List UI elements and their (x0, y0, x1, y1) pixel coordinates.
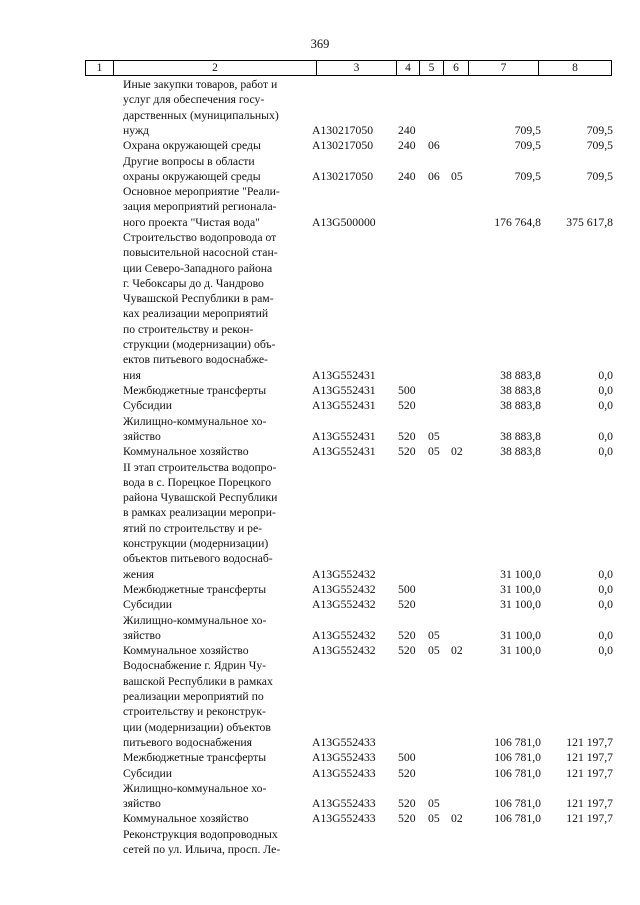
row-col-8: 0,0 (598, 399, 613, 413)
description-line: охраны окружающей среды (123, 169, 261, 183)
row-code: А13G552432 (312, 644, 376, 658)
row-description (123, 658, 300, 750)
row-col-8: 121 197,7 (566, 751, 613, 765)
description-line: сетей по ул. Ильича, просп. Ле- (123, 842, 281, 856)
description-line: конструкции (модернизации) (123, 536, 269, 550)
row-code: А130217050 (312, 123, 374, 137)
row-col-8: 0,0 (598, 384, 613, 397)
description-line: зяйство (123, 797, 161, 811)
row-col-4: 500 (398, 751, 416, 765)
row-col-7: 106 781,0 (494, 797, 541, 811)
table-row (0, 77, 640, 138)
description-line: Чувашской Республики в рам- (123, 292, 274, 306)
header-col-1: 1 (96, 62, 103, 74)
row-col-4: 520 (398, 766, 416, 780)
description-line: Другие вопросы в области (123, 154, 255, 168)
description-line: Жилищно-коммунальное хо- (123, 414, 267, 428)
row-col-8: 121 197,7 (566, 797, 613, 811)
row-description (123, 781, 300, 812)
row-col-5: 05 (428, 797, 440, 811)
row-col-7: 31 100,0 (500, 598, 541, 612)
description-line: ции Северо-Западного района (123, 261, 273, 275)
row-col-8: 709,5 (586, 139, 613, 153)
header-col-4: 4 (396, 61, 419, 75)
table-row (0, 750, 640, 765)
header-col-3: 3 (316, 61, 396, 75)
header-col-2: 2 (113, 61, 316, 75)
description-line: Коммунальное хозяйство (123, 644, 249, 658)
row-description (123, 138, 300, 153)
description-line: вода в с. Порецкое Порецкого (123, 475, 272, 489)
row-col-8: 0,0 (598, 598, 613, 612)
row-description (123, 77, 300, 138)
description-line: г. Чебоксары до д. Чандрово (123, 276, 264, 290)
row-col-8: 0,0 (598, 582, 613, 596)
row-col-7: 38 883,8 (500, 445, 541, 459)
row-col-7: 38 883,8 (500, 429, 541, 443)
row-description (123, 750, 300, 765)
row-col-4: 520 (398, 797, 416, 811)
header-col-5: 5 (419, 61, 443, 75)
description-line: зация мероприятий регионала- (123, 200, 277, 214)
row-col-4: 500 (398, 582, 416, 596)
description-line: Охрана окружающей среды (123, 139, 261, 153)
row-code: А13G500000 (312, 215, 376, 229)
table-row (0, 154, 640, 185)
row-col-7: 106 781,0 (494, 766, 541, 780)
description-line: услуг для обеспечения госу- (123, 93, 265, 107)
row-col-4: 520 (398, 644, 416, 658)
row-col-8: 0,0 (598, 368, 613, 382)
table-row (0, 658, 640, 750)
description-line: дарственных (муниципальных) (123, 108, 279, 122)
row-col-7: 176 764,8 (494, 215, 541, 229)
row-code: А130217050 (312, 139, 374, 153)
table-row (0, 184, 640, 230)
row-col-5: 05 (428, 812, 440, 826)
row-col-7: 106 781,0 (494, 735, 541, 749)
description-line: Межбюджетные трансферты (123, 751, 267, 765)
row-description (123, 811, 300, 826)
row-code: А130217050 (312, 169, 374, 183)
table-row (0, 766, 640, 781)
row-code: А13G552433 (312, 766, 376, 780)
row-col-4: 520 (398, 598, 416, 612)
row-code: А13G552431 (312, 429, 376, 443)
row-col-4: 240 (398, 139, 416, 153)
row-col-4: 520 (398, 445, 416, 459)
row-description (123, 827, 300, 858)
description-line: II этап строительства водопро- (123, 460, 277, 474)
page-number: 369 (310, 37, 330, 51)
row-code: А13G552432 (312, 628, 376, 642)
table-row (0, 230, 640, 383)
description-line: района Чувашской Республики (123, 491, 278, 505)
description-line: в рамках реализации меропри- (123, 506, 276, 520)
row-code: А13G552431 (312, 368, 376, 382)
table-row (0, 444, 640, 459)
row-col-8: 375 617,8 (566, 215, 613, 229)
description-line: ках реализации мероприятий (123, 307, 269, 321)
description-line: ции (модернизации) объектов (123, 720, 271, 734)
description-line: повысительной насосной стан- (123, 246, 278, 260)
row-col-6: 02 (451, 812, 463, 826)
row-col-6: 02 (451, 445, 463, 459)
description-line: питьевого водоснабжения (123, 735, 252, 749)
description-line: ектов питьевого водоснабже- (123, 353, 268, 367)
description-line: Межбюджетные трансферты (123, 582, 267, 596)
row-col-8: 0,0 (598, 567, 613, 581)
description-line: струкции (модернизации) объ- (123, 338, 276, 352)
description-line: строительству и реконструк- (123, 705, 266, 719)
row-col-7: 31 100,0 (500, 644, 541, 658)
row-col-8: 0,0 (598, 429, 613, 443)
header-col-6: 6 (443, 61, 468, 75)
description-line: Жилищно-коммунальное хо- (123, 781, 267, 795)
row-col-8: 0,0 (598, 445, 613, 459)
row-col-7: 709,5 (514, 169, 541, 183)
row-col-7: 709,5 (514, 123, 541, 137)
row-code: А13G552433 (312, 812, 376, 826)
table-row (0, 460, 640, 582)
row-description (123, 597, 300, 612)
row-col-7: 106 781,0 (494, 812, 541, 826)
row-description (123, 383, 300, 398)
table-row (0, 597, 640, 612)
description-line: жения (123, 567, 154, 581)
row-col-7: 31 100,0 (500, 582, 541, 596)
table-header (85, 60, 612, 76)
row-col-5: 06 (428, 169, 440, 183)
description-line: вашской Республики в рамках (123, 674, 273, 688)
description-line: по строительству и рекон- (123, 322, 254, 336)
row-col-5: 05 (428, 628, 440, 642)
description-line: Жилищно-коммунальное хо- (123, 613, 267, 627)
row-col-4: 240 (398, 169, 416, 183)
description-line: зяйство (123, 628, 161, 642)
row-code: А13G552432 (312, 567, 376, 581)
row-col-4: 500 (398, 384, 416, 397)
row-description (123, 414, 300, 445)
row-description (123, 460, 300, 582)
row-code: А13G552433 (312, 735, 376, 749)
row-description (123, 643, 300, 658)
description-line: ятий по строительству и ре- (123, 521, 263, 535)
row-col-4: 520 (398, 812, 416, 826)
header-col-7: 7 (468, 61, 538, 75)
description-line: реализации мероприятий по (123, 689, 264, 703)
row-col-5: 06 (428, 139, 440, 153)
description-line: нужд (123, 123, 149, 137)
row-description (123, 766, 300, 781)
table-row (0, 138, 640, 153)
description-line: Строительство водопровода от (123, 231, 277, 244)
row-col-6: 05 (451, 169, 463, 183)
description-line: Субсидии (123, 766, 173, 780)
row-code: А13G552433 (312, 797, 376, 811)
description-line: Межбюджетные трансферты (123, 384, 267, 397)
description-line: зяйство (123, 429, 161, 443)
row-code: А13G552433 (312, 751, 376, 765)
table-row (0, 781, 640, 812)
row-col-7: 38 883,8 (500, 368, 541, 382)
header-col-8: 8 (538, 61, 611, 75)
row-code: А13G552431 (312, 445, 376, 459)
row-col-4: 240 (398, 123, 416, 137)
row-col-8: 0,0 (598, 644, 613, 658)
description-line: объектов питьевого водоснаб- (123, 552, 273, 566)
row-col-4: 520 (398, 399, 416, 413)
table-row (0, 827, 640, 858)
row-col-4: 520 (398, 429, 416, 443)
row-description (123, 154, 300, 185)
description-line: Субсидии (123, 598, 173, 612)
row-code: А13G552431 (312, 384, 376, 397)
description-line: Иные закупки товаров, работ и (123, 78, 278, 91)
row-col-7: 31 100,0 (500, 628, 541, 642)
row-description (123, 582, 300, 597)
row-col-8: 709,5 (586, 123, 613, 137)
row-col-4: 520 (398, 628, 416, 642)
description-line: Коммунальное хозяйство (123, 812, 249, 826)
table-row (0, 383, 640, 398)
description-line: Коммунальное хозяйство (123, 445, 249, 459)
row-description (123, 444, 300, 459)
table-row (0, 643, 640, 658)
description-line: Субсидии (123, 399, 173, 413)
row-col-7: 38 883,8 (500, 399, 541, 413)
row-code: А13G552432 (312, 598, 376, 612)
row-col-5: 05 (428, 644, 440, 658)
description-line: ного проекта "Чистая вода" (123, 215, 260, 229)
row-col-8: 121 197,7 (566, 812, 613, 826)
row-col-7: 38 883,8 (500, 384, 541, 397)
table-row (0, 613, 640, 644)
table-row (0, 398, 640, 413)
description-line: ния (123, 368, 141, 382)
row-col-7: 31 100,0 (500, 567, 541, 581)
row-col-7: 709,5 (514, 139, 541, 153)
row-col-8: 709,5 (586, 169, 613, 183)
row-description (123, 230, 300, 383)
table-row (0, 582, 640, 597)
row-description (123, 184, 300, 230)
row-col-8: 121 197,7 (566, 735, 613, 749)
table-row (0, 811, 640, 826)
description-line: Основное мероприятие "Реали- (123, 185, 280, 199)
row-description (123, 613, 300, 644)
table-row (0, 414, 640, 445)
row-col-8: 0,0 (598, 628, 613, 642)
row-col-8: 121 197,7 (566, 766, 613, 780)
description-line: Реконструкция водопроводных (123, 827, 278, 841)
row-col-5: 05 (428, 429, 440, 443)
description-line: Водоснабжение г. Ядрин Чу- (123, 659, 267, 673)
row-col-6: 02 (451, 644, 463, 658)
row-code: А13G552432 (312, 582, 376, 596)
row-col-7: 106 781,0 (494, 751, 541, 765)
row-code: А13G552431 (312, 399, 376, 413)
row-description (123, 398, 300, 413)
row-col-5: 05 (428, 445, 440, 459)
